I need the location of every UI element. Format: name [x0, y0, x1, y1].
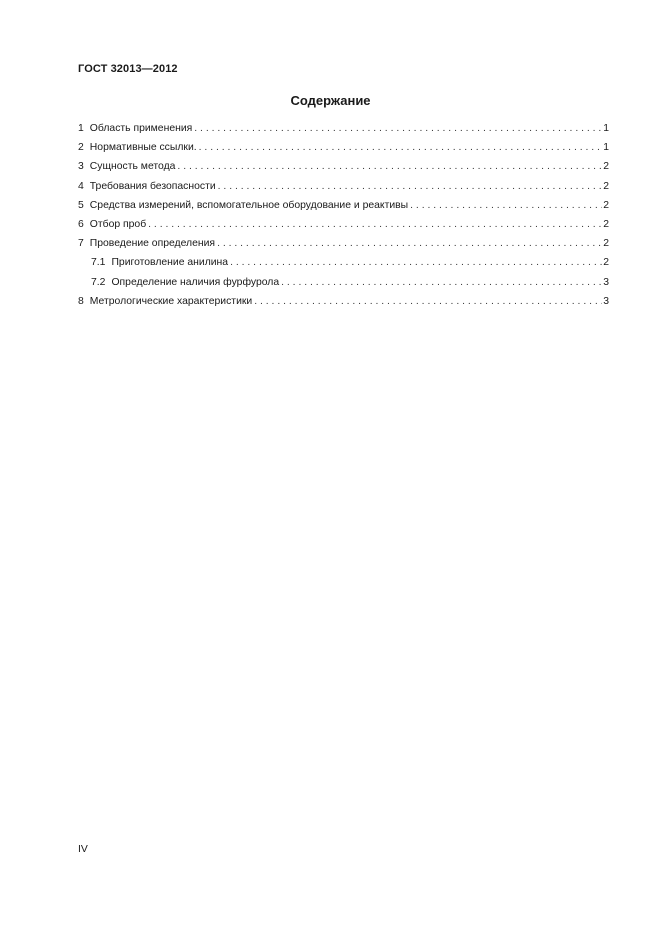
toc-entry-label: Проведение определения — [89, 238, 216, 250]
toc-title: Содержание — [290, 93, 371, 108]
toc-entry-page: 2 — [603, 238, 609, 250]
toc-leader-dots — [199, 142, 603, 153]
toc-entry-page: 2 — [603, 161, 609, 173]
toc-leader-dots — [281, 277, 602, 288]
toc-entry-7[interactable] — [78, 238, 609, 257]
toc-leader-dots — [218, 181, 603, 192]
toc-leader-dots — [230, 257, 602, 268]
toc-entry-6[interactable] — [78, 219, 609, 238]
toc-entry-8[interactable] — [78, 296, 609, 315]
toc-entry-page: 2 — [603, 218, 609, 230]
toc-entry-page: 2 — [603, 199, 609, 211]
toc-entry-number: 7 — [78, 238, 84, 250]
toc-leader-dots — [194, 123, 602, 134]
toc-leader-dots — [217, 238, 602, 249]
toc-entry-page: 1 — [603, 142, 609, 154]
toc-entry-number: 3 — [78, 161, 84, 173]
toc-leader-dots — [177, 161, 602, 172]
toc-leader-dots — [410, 200, 602, 211]
document-code: ГОСТ 32013—2012 — [78, 63, 178, 75]
toc-entry-number: 8 — [78, 295, 84, 307]
toc-leader-dots — [254, 296, 602, 307]
toc-entry-number: 2 — [78, 142, 84, 154]
toc-entry-page: 2 — [603, 257, 609, 269]
toc-leader-dots — [148, 219, 602, 230]
toc-entry-3[interactable] — [78, 161, 609, 180]
toc-entry-number: 5 — [78, 199, 84, 211]
toc-entry-number: 7.2 — [91, 276, 106, 288]
toc-entry-1[interactable] — [78, 123, 609, 142]
toc-entry-label: Область применения — [89, 123, 193, 134]
toc-entry-2[interactable] — [78, 142, 609, 161]
page-number: IV — [78, 844, 88, 855]
toc-entry-label: Приготовление анилина — [111, 257, 229, 269]
toc-entry-7-2[interactable] — [78, 277, 609, 296]
toc-entry-page: 1 — [603, 123, 609, 134]
toc-entry-number: 6 — [78, 218, 84, 230]
toc-entry-label: Отбор проб — [89, 218, 147, 230]
toc-entry-number: 4 — [78, 180, 84, 192]
toc-entry-5[interactable] — [78, 200, 609, 219]
toc-entry-label: Метрологические характеристики — [89, 295, 253, 307]
toc-entry-label: Определение наличия фурфурола — [111, 276, 280, 288]
toc-entry-number: 7.1 — [91, 257, 106, 269]
toc-entry-label: Нормативные ссылки. — [89, 142, 197, 154]
table-of-contents — [78, 123, 609, 315]
toc-entry-label: Сущность метода — [89, 161, 176, 173]
toc-entry-4[interactable] — [78, 181, 609, 200]
toc-entry-7-1[interactable] — [78, 257, 609, 276]
toc-entry-label: Требования безопасности — [89, 180, 216, 192]
toc-entry-page: 3 — [603, 276, 609, 288]
toc-entry-page: 2 — [603, 180, 609, 192]
toc-entry-label: Средства измерений, вспомогательное оборудование и реактивы — [89, 199, 409, 211]
toc-entry-page: 3 — [603, 295, 609, 307]
toc-entry-number: 1 — [78, 123, 84, 134]
